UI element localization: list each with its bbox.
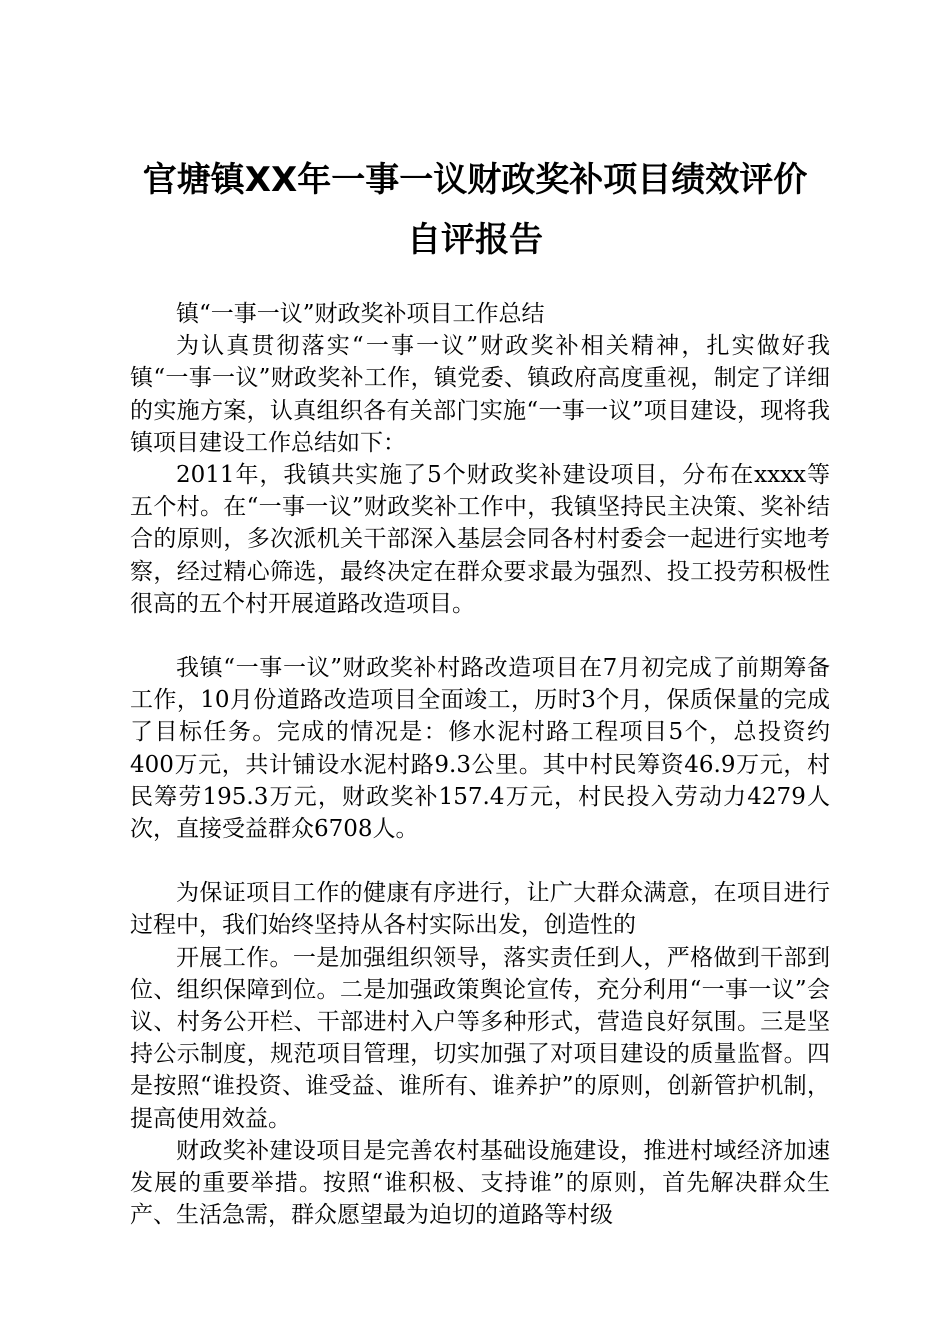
document-title-line-1: 官塘镇XX年一事一议财政奖补项目绩效评价 [142,160,808,200]
paragraph-heading: 镇“一事一议”财政奖补项目工作总结 [176,301,545,327]
paragraph: 为认真贯彻落实“一事一议”财政奖补相关精神，扎实做好我镇“一事一议”财政奖补工作，镇党委、镇政府高度重视，制定了详细的实施方案，认真组织各有关部门实施“一事一议”项目建设，现将我镇项目建设工作总结如下： [130,333,830,456]
paragraph: 财政奖补建设项目是完善农村基础设施建设，推进村域经济加速发展的重要举措。按照“谁积极、支持谁”的原则，首先解决群众生产、生活急需，群众愿望最为迫切的道路等村级 [130,1137,830,1229]
paragraph: 我镇“一事一议”财政奖补村路改造项目在7月初完成了前期筹备工作，10月份道路改造项目全面竣工，历时3个月，保质保量的完成了目标任务。完成的情况是：修水泥村路工程项目5个，总投资约400万元，共计铺设水泥村路9.3公里。其中村民筹资46.9万元，村民筹劳195.3万元，财政奖补157.4万元，村民投入劳动力4279人次，直接受益群众6708人。 [130,655,830,843]
paragraph: 2011年，我镇共实施了5个财政奖补建设项目，分布在xxxx等五个村。在“一事一议”财政奖补工作中，我镇坚持民主决策、奖补结合的原则，多次派机关干部深入基层会同各村村委会一起进行实地考察，经过精心筛选，最终决定在群众要求最为强烈、投工投劳积极性很高的五个村开展道路改造项目。 [130,462,830,617]
paragraph: 开展工作。一是加强组织领导，落实责任到人，严格做到干部到位、组织保障到位。二是加强政策舆论宣传，充分利用“一事一议”会议、村务公开栏、干部进村入户等多种形式，营造良好氛围。三是坚持公示制度，规范项目管理，切实加强了对项目建设的质量监督。四是按照“谁投资、谁受益、谁所有、谁养护”的原则，创新管护机制，提高使用效益。 [130,944,830,1132]
paragraph-gap [130,845,830,877]
document-body [130,298,830,1231]
paragraph: 为保证项目工作的健康有序进行，让广大群众满意，在项目进行过程中，我们始终坚持从各村实际出发，创造性的 [130,880,830,939]
paragraph-gap [130,620,830,652]
document-title-line-2: 自评报告 [407,220,543,260]
